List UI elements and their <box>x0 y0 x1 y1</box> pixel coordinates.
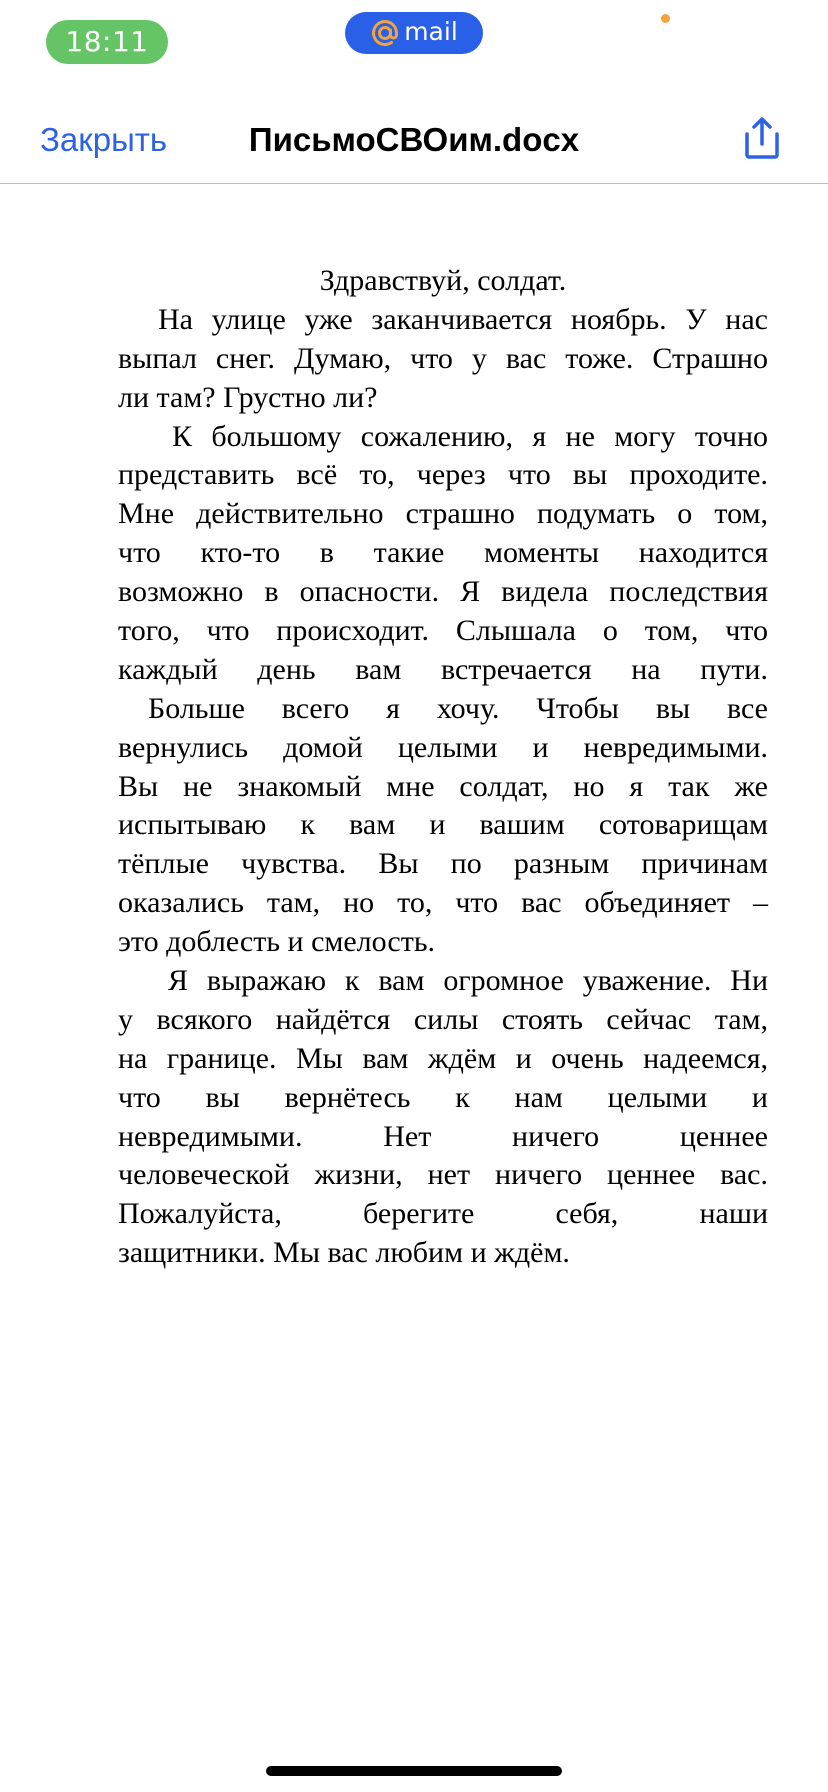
paragraph-line: представить всё то, через что вы проходите. <box>118 458 768 492</box>
document-title: ПисьмоСВОим.docx <box>248 121 580 158</box>
paragraph-line: Мне действительно страшно подумать о том, <box>118 497 768 531</box>
paragraph-line: На улице уже заканчивается ноябрь. У нас <box>158 302 768 336</box>
paragraph-line: того, что происходит. Слышала о том, что <box>118 614 768 648</box>
mail-app-badge[interactable] <box>345 12 483 54</box>
paragraph-line: Больше всего я хочу. Чтобы вы все <box>148 691 768 725</box>
paragraph-line: что кто-то в такие моменты находится <box>118 536 768 570</box>
paragraph-line: что вы вернётесь к нам целыми и <box>118 1080 768 1114</box>
privacy-indicator-dot <box>661 14 670 23</box>
paragraph-line: каждый день вам встречается на пути. <box>118 652 768 686</box>
paragraph-line: выпал снег. Думаю, что у вас тоже. Страшно <box>118 341 768 375</box>
paragraph-line: испытываю к вам и вашим сотоварищам <box>118 808 768 842</box>
status-time: 18:11 <box>46 20 168 64</box>
document-heading: Здравствуй, солдат. <box>319 264 567 297</box>
paragraph-line: возможно в опасности. Я видела последствия <box>118 575 768 609</box>
paragraph-line: ли там? Грустно ли? <box>118 380 378 414</box>
share-button[interactable] <box>738 114 786 162</box>
paragraph-line: Я выражаю к вам огромное уважение. Ни <box>168 964 768 998</box>
paragraph-line: оказались там, но то, что вас объединяет – <box>118 886 768 920</box>
at-sign-icon <box>370 18 400 48</box>
nav-divider <box>0 183 828 184</box>
paragraph-line: тёплые чувства. Вы по разным причинам <box>118 847 768 881</box>
paragraph-line: защитники. Мы вас любим и ждём. <box>118 1236 570 1270</box>
home-indicator[interactable] <box>266 1766 562 1776</box>
close-button[interactable]: Закрыть <box>40 118 167 162</box>
document-body <box>118 262 768 1273</box>
mail-badge-label: mail <box>404 17 458 46</box>
paragraph-line: К большому сожалению, я не могу точно <box>172 419 768 453</box>
paragraph-line: невредимыми. Нет ничего ценнее <box>118 1119 768 1153</box>
share-icon <box>738 114 786 162</box>
paragraph-line: на границе. Мы вам ждём и очень надеемся, <box>118 1041 768 1075</box>
paragraph-line: это доблесть и смелость. <box>118 925 436 959</box>
paragraph-line: Пожалуйста, берегите себя, наши <box>118 1197 768 1231</box>
paragraph-line: у всякого найдётся силы стоять сейчас там, <box>118 1002 768 1036</box>
paragraph-line: человеческой жизни, нет ничего ценнее вас. <box>118 1158 768 1192</box>
paragraph-line: вернулись домой целыми и невредимыми. <box>118 730 768 764</box>
paragraph-line: Вы не знакомый мне солдат, но я так же <box>118 769 768 803</box>
